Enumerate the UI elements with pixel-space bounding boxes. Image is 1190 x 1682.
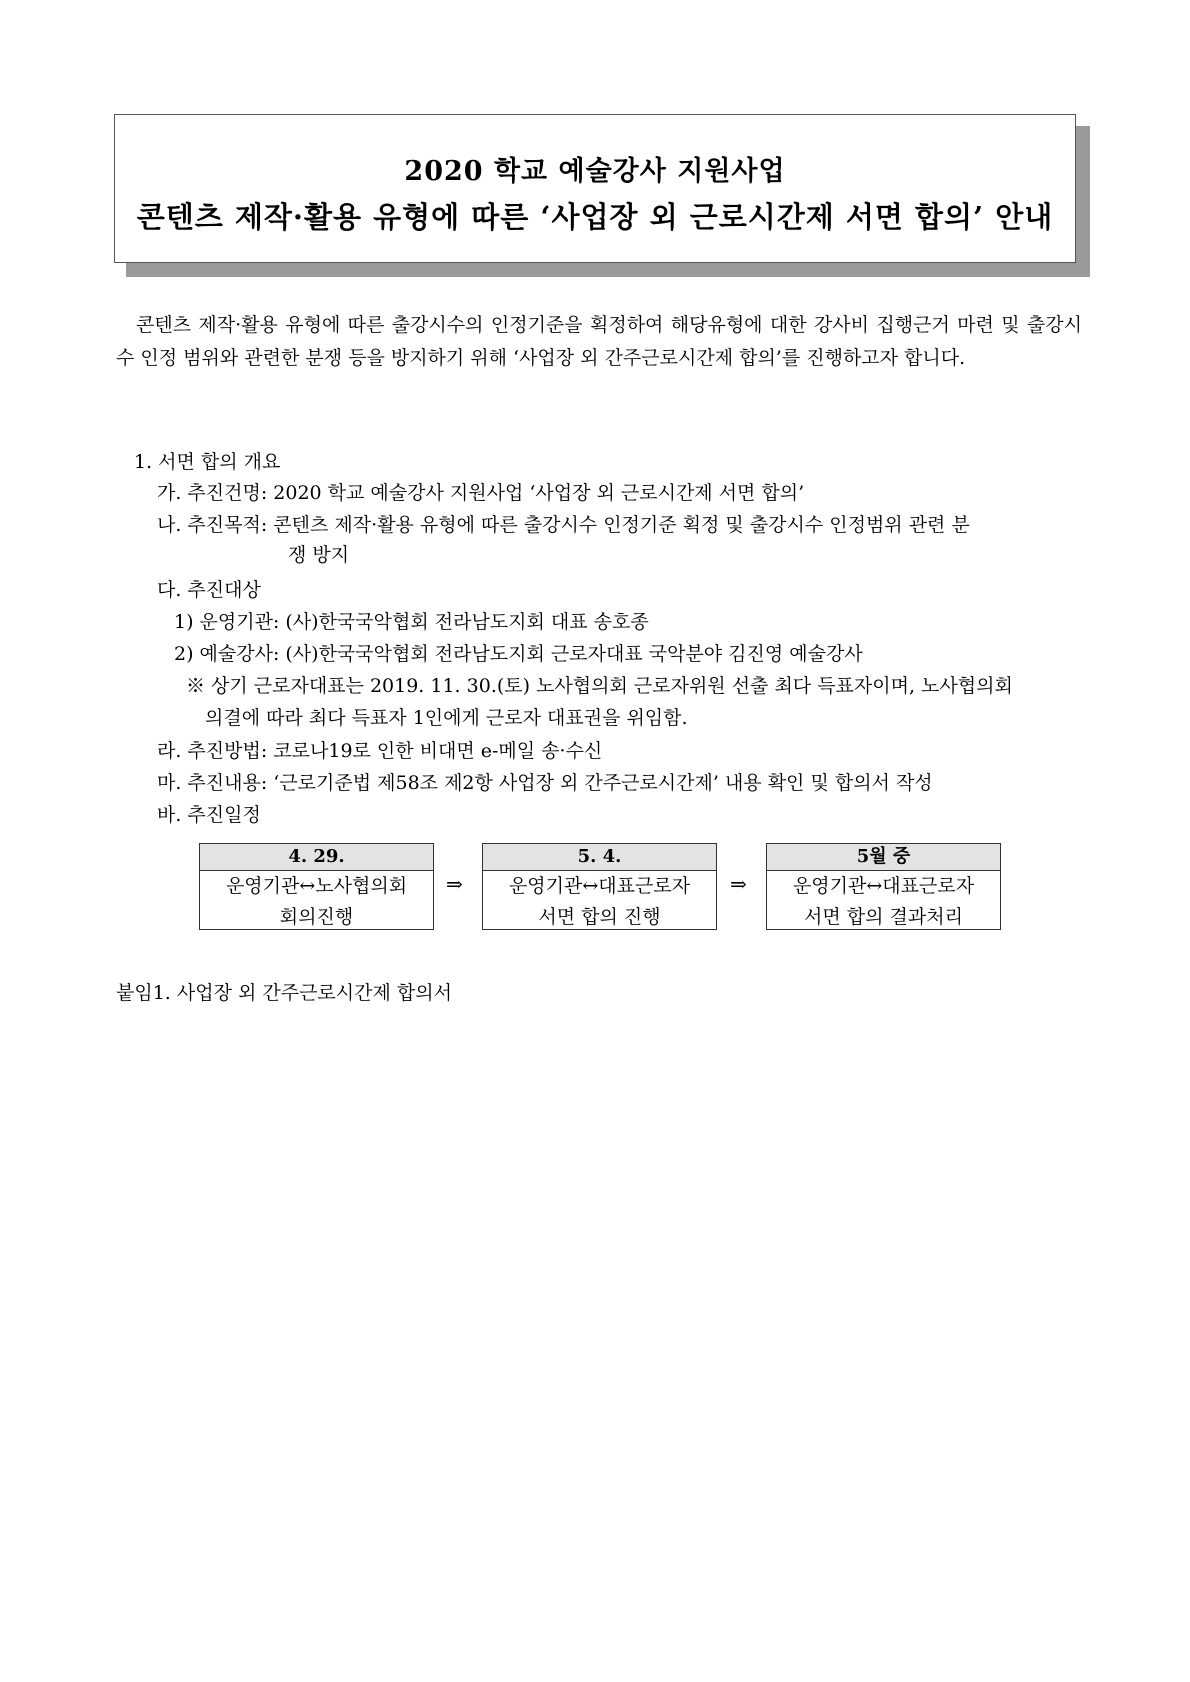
item-ra: 라. 추진방법: 코로나19로 인한 비대면 e-메일 송·수신: [157, 740, 603, 762]
schedule-line2: 서면 합의 진행: [538, 906, 661, 928]
item-da: 다. 추진대상: [157, 579, 261, 601]
title-box: [114, 114, 1076, 263]
item-na-line1: 나. 추진목적: 콘텐츠 제작·활용 유형에 따른 출강시수 인정기준 획정 및 출강시수 인정범위 관련 분: [157, 514, 970, 536]
attachment-note: 붙임1. 사업장 외 간주근로시간제 합의서: [116, 982, 452, 1004]
intro-paragraph: 콘텐츠 제작·활용 유형에 따른 출강시수의 인정기준을 획정하여 해당유형에 대한 강사비 집행근거 마련 및 출강시수 인정 범위와 관련한 분쟁 등을 방지하기 위해 ‘사업장 외 간주근로시간제 합의’를 진행하고자 합니다.: [116, 314, 1082, 369]
schedule-line1: 운영기관↔노사협의회: [225, 875, 408, 897]
schedule-date: 5. 4.: [483, 844, 716, 871]
schedule-arrow: ⇒: [730, 872, 747, 896]
section-heading: 1. 서면 합의 개요: [134, 451, 281, 473]
item-ma: 마. 추진내용: ‘근로기준법 제58조 제2항 사업장 외 간주근로시간제’ 내용 확인 및 합의서 작성: [157, 772, 933, 794]
note-line1: ※ 상기 근로자대표는 2019. 11. 30.(토) 노사협의회 근로자위원 선출 최다 득표자이며, 노사협의회: [186, 675, 1013, 697]
schedule-step: [199, 843, 434, 930]
schedule-line1: 운영기관↔대표근로자: [792, 875, 975, 897]
schedule-date: 5월 중: [767, 844, 1000, 871]
schedule-description: [483, 871, 716, 933]
schedule-description: [767, 871, 1000, 933]
schedule-arrow: ⇒: [446, 872, 463, 896]
schedule-description: [200, 871, 433, 933]
title-line-1: 2020 학교 예술강사 지원사업: [404, 156, 786, 187]
schedule-date: 4. 29.: [200, 844, 433, 871]
schedule-step: [766, 843, 1001, 930]
item-ga: 가. 추진건명: 2020 학교 예술강사 지원사업 ‘사업장 외 근로시간제 서면 합의’: [157, 482, 805, 504]
item-na-line2: 쟁 방지: [288, 544, 350, 566]
title-line-2: 콘텐츠 제작·활용 유형에 따른 ‘사업장 외 근로시간제 서면 합의’ 안내: [136, 200, 1054, 234]
item-ba: 바. 추진일정: [157, 804, 261, 826]
schedule-line2: 서면 합의 결과처리: [804, 906, 963, 928]
schedule-line1: 운영기관↔대표근로자: [508, 875, 691, 897]
item-da-1: 1) 운영기관: (사)한국국악협회 전라남도지회 대표 송호종: [174, 611, 649, 633]
item-da-2: 2) 예술강사: (사)한국국악협회 전라남도지회 근로자대표 국악분야 김진영 예술강사: [174, 643, 863, 665]
note-line2: 의결에 따라 최다 득표자 1인에게 근로자 대표권을 위임함.: [205, 707, 688, 729]
schedule-line2: 회의진행: [279, 906, 354, 928]
schedule-step: [482, 843, 717, 930]
